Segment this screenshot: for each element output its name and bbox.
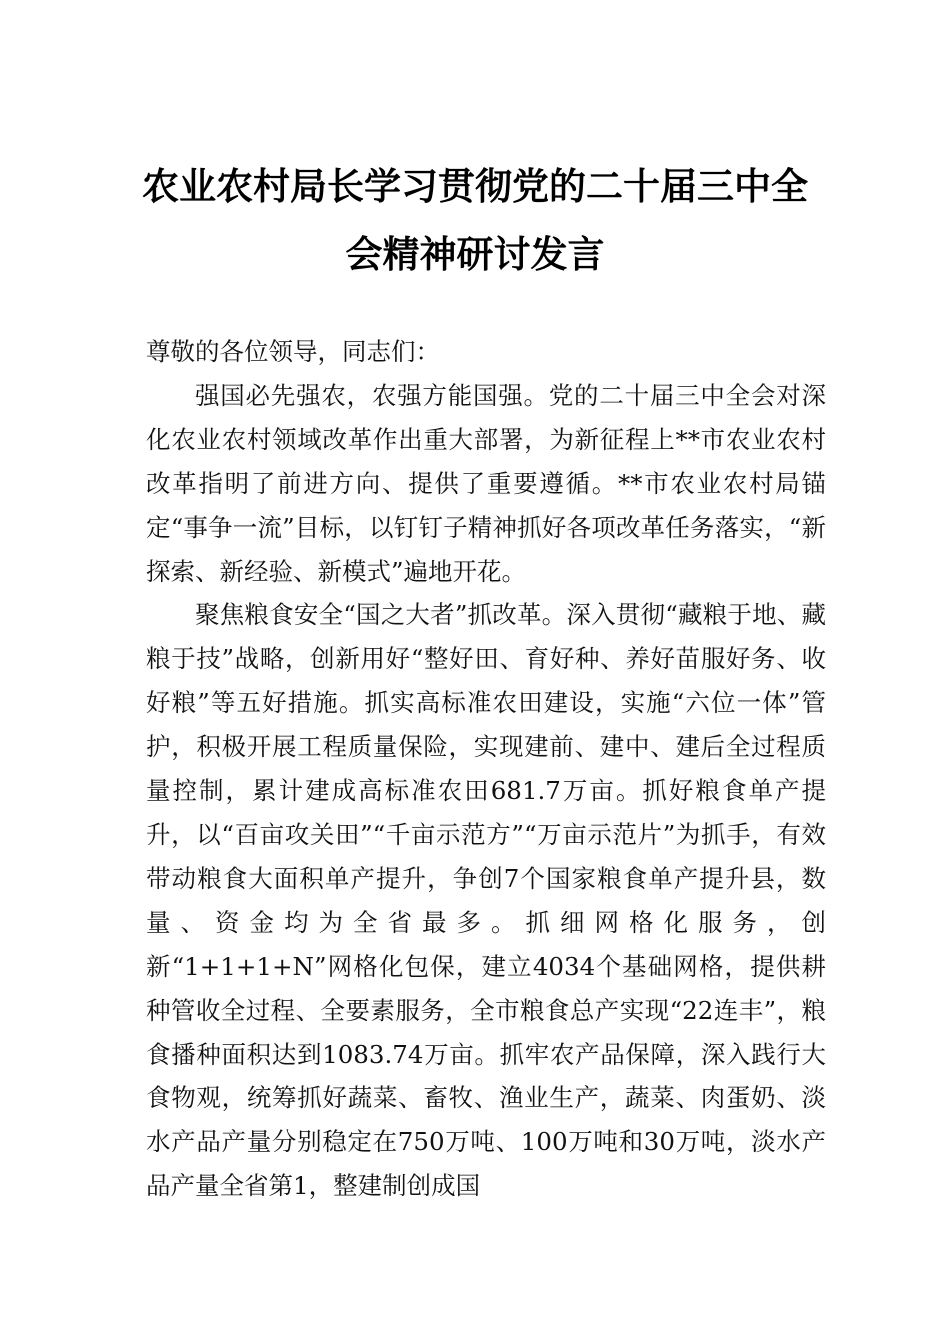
document-body bbox=[146, 330, 826, 1208]
paragraph-grain-security: 聚焦粮食安全“国之大者”抓改革。深入贯彻“藏粮于地、藏粮于技”战略，创新用好“整好田、育好种、养好苗服好务、收好粮”等五好措施。抓实高标准农田建设，实施“六位一体”管护，积极开展工程质量保险，实现建前、建中、建后全过程质量控制，累计建成高标准农田681.7万亩。抓好粮食单产提升，以“百亩攻关田”“千亩示范方”“万亩示范片”为抓手，有效带动粮食大面积单产提升，争创7个国家粮食单产提升县，数量、资金均为全省最多。抓细网格化服务，创新“1+1+1+N”网格化包保，建立4034个基础网格，提供耕种管收全过程、全要素服务，全市粮食总产实现“22连丰”，粮食播种面积达到1083.74万亩。抓牢农产品保障，深入践行大食物观，统筹抓好蔬菜、畜牧、渔业生产，蔬菜、肉蛋奶、淡水产品产量分别稳定在750万吨、100万吨和30万吨，淡水产品产量全省第1，整建制创成国 bbox=[146, 600, 826, 1201]
salutation: 尊敬的各位领导，同志们： bbox=[146, 337, 440, 366]
document-title-line-1: 农业农村局长学习贯彻党的二十届三中全 bbox=[142, 164, 808, 208]
document-title-line-2: 会精神研讨发言 bbox=[345, 232, 605, 276]
paragraph-intro: 强国必先强农，农强方能国强。党的二十届三中全会对深化农业农村领域改革作出重大部署，为新征程上**市农业农村改革指明了前进方向、提供了重要遵循。**市农业农村局锚定“事争一流”目标，以钉钉子精神抓好各项改革任务落实，“新探索、新经验、新模式”遍地开花。 bbox=[146, 380, 826, 586]
